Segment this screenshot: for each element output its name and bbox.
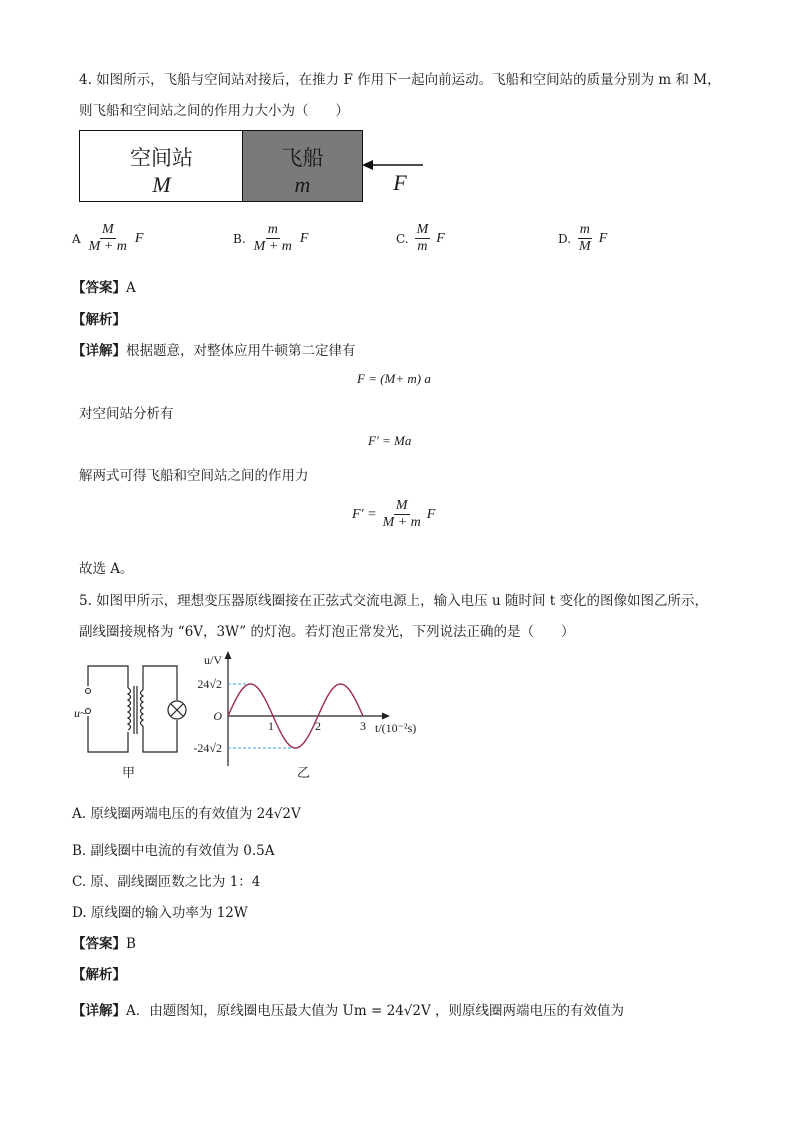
q5-option-a[interactable]: A. 原线圈两端电压的有效值为 24√2V [72,806,301,822]
figure-b-label: 乙 [297,766,311,781]
q4-eq2: F′ = Ma [368,433,412,448]
station-label: 空间站 [130,146,193,170]
q4-answer: 【答案】A [72,280,136,296]
station-mass: M [152,172,171,197]
q4-detail: 【详解】根据题意，对整体应用牛顿第二定律有 [72,343,356,359]
q5-stem-line2: 副线圈接规格为 “6V，3W” 的灯泡。若灯泡正常发光，下列说法正确的是（ ） [79,624,575,640]
q5-option-c[interactable]: C. 原、副线圈匝数之比为 1：4 [72,874,261,890]
q4-option-c[interactable]: C. $\frac{M}{m}$ F [396,222,445,254]
x-tick-label: 3 [360,719,366,733]
q5-option-d[interactable]: D. 原线圈的输入功率为 12W [72,905,248,921]
x-axis-arrow-icon [382,713,390,720]
q4-option-b[interactable]: B. $\frac{m}{M + m}$ F [233,222,309,254]
force-label: F [393,170,407,195]
ship-label: 飞船 [281,146,324,170]
x-tick-label: 1 [268,719,274,733]
q4-stem-line1: 4. 如图所示，飞船与空间站对接后，在推力 F 作用下一起向前运动。飞船和空间站的质量分别为 m 和 M， [79,72,721,88]
q5-answer: 【答案】B [72,936,136,952]
q4-text2: 对空间站分析有 [79,406,174,422]
x-tick-label: 2 [315,719,321,733]
x-axis-label: t/(10⁻²s) [375,721,417,735]
q5-stem-line1: 5. 如图甲所示，理想变压器原线圈接在正弦式交流电源上，输入电压 u 随时间 t 变化的图像如图乙所示， [79,593,708,609]
q4-option-d[interactable]: D. $\frac{m}{M}$ F [558,222,608,254]
ship-mass: m [294,172,311,197]
q5-detail: 【详解】A．由题图知，原线圈电压最大值为 Um = 24√2V ，则原线圈两端电压的有效值为 [72,1003,625,1019]
y-tick-label-min: -24√2 [193,741,222,755]
q5-option-b[interactable]: B. 副线圈中电流的有效值为 0.5A [72,843,275,859]
voltage-time-chart [180,648,430,766]
y-axis-label: u/V [204,653,222,667]
q4-analysis-tag: 【解析】 [72,312,126,328]
q4-eq3: F′ = $\frac{M}{M + m}$ F [352,498,436,530]
q5-analysis-tag: 【解析】 [72,967,126,983]
y-tick-label-max: 24√2 [197,677,222,691]
y-axis-arrow-icon [225,651,232,659]
q4-stem-line2: 则飞船和空间站之间的作用力大小为（ ） [79,103,349,119]
origin-label: O [213,709,222,723]
q4-text3: 解两式可得飞船和空间站之间的作用力 [79,468,309,484]
q4-eq1: F = (M+ m) a [357,371,431,386]
q4-option-a[interactable]: A $\frac{M}{M + m}$ F [72,222,144,254]
q4-conclusion: 故选 A。 [79,561,134,577]
figure-a-label: 甲 [122,766,136,781]
source-label: u~ [74,706,87,720]
